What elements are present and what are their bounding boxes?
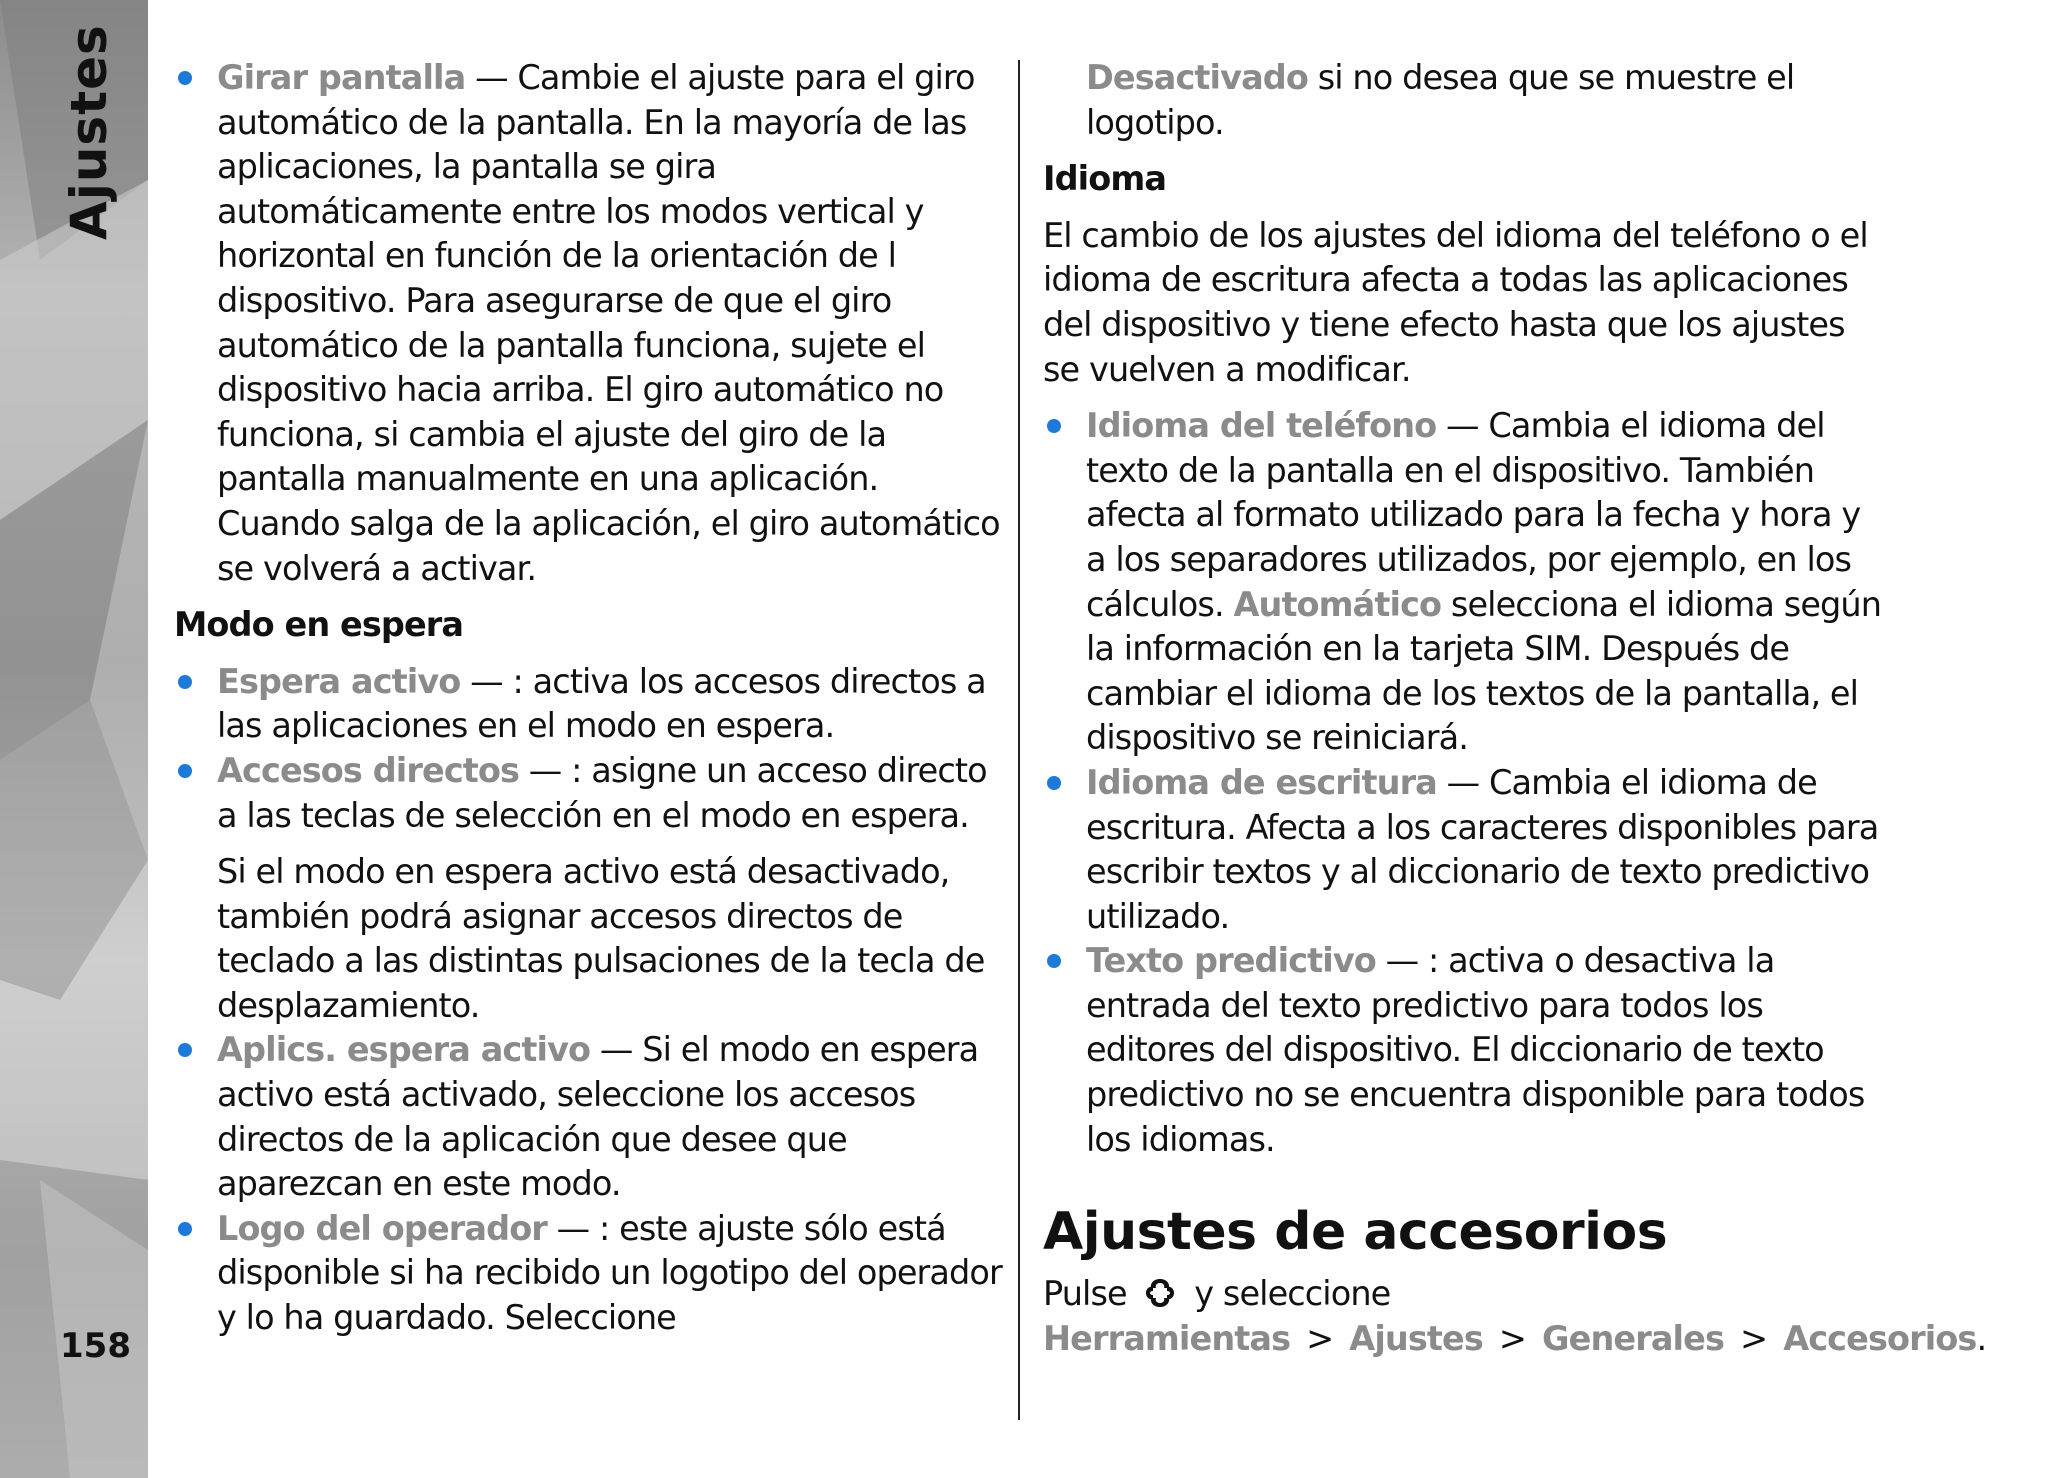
language-intro: El cambio de los ajustes del idioma del teléfono o el idioma de escritura afecta a todas las aplicaciones del dispositivo y tiene efecto hasta que los ajustes se vuelven a modificar. bbox=[1043, 215, 1868, 389]
desc-active-standby: — : activa los accesos directos a las aplicaciones en el modo en espera. bbox=[217, 661, 986, 746]
note-shortcuts: Si el modo en espera activo está desactivado, también podrá asignar accesos directos de teclado a las distintas pulsaciones de la tecla de desplazamiento. bbox=[217, 852, 985, 1025]
menu-path bbox=[1043, 1272, 1987, 1361]
term-operator-logo: Logo del operador bbox=[217, 1208, 547, 1248]
path-step-tools: Herramientas bbox=[1043, 1318, 1291, 1358]
list-item-shortcuts bbox=[174, 749, 1004, 838]
bullet-icon bbox=[178, 1043, 192, 1057]
list-item-operator-logo bbox=[174, 1207, 1004, 1341]
term-standby-apps: Aplics. espera activo bbox=[217, 1030, 591, 1070]
term-phone-language: Idioma del teléfono bbox=[1086, 406, 1437, 446]
term-writing-language: Idioma de escritura bbox=[1086, 762, 1437, 802]
path-separator: > bbox=[1740, 1318, 1768, 1358]
left-column bbox=[174, 56, 1004, 1341]
heading-standby-mode: Modo en espera bbox=[174, 605, 464, 645]
list-item-rotate-screen bbox=[174, 56, 1004, 591]
bullet-icon bbox=[178, 71, 192, 85]
bullet-icon bbox=[178, 764, 192, 778]
heading-accessory-settings: Ajustes de accesorios bbox=[1043, 1202, 1668, 1263]
term-automatic: Automático bbox=[1233, 584, 1442, 624]
desc-rotate-screen: — Cambie el ajuste para el giro automático de la pantalla. En la mayoría de las aplicaciones, la pantalla se gira automáticamente entre los modos vertical y horizontal en función de la orientación de l dispositivo. Para asegurarse de que el giro automático de la pantalla funciona, sujete el dispositivo hacia arriba. El giro automático no funciona, si cambia el ajuste del giro de la pantalla manualmente en una aplicación. Cuando salga de la aplicación, el giro automático se volverá a activar. bbox=[217, 58, 1000, 588]
desc-deactivated: si no desea que se muestre el logotipo. bbox=[1086, 58, 1795, 142]
desc-writing-language: — Cambia el idioma de escritura. Afecta a los caracteres disponibles para escribir textos y al diccionario de texto predictivo utilizado. bbox=[1086, 762, 1879, 936]
bullet-icon bbox=[1047, 419, 1061, 433]
desc-operator-logo: — : este ajuste sólo está disponible si ha recibido un logotipo del operador y lo ha guardado. Seleccione bbox=[217, 1208, 1002, 1338]
list-item-phone-language bbox=[1043, 404, 1883, 761]
term-rotate-screen: Girar pantalla bbox=[217, 58, 466, 97]
path-separator: > bbox=[1306, 1318, 1334, 1358]
desc-standby-apps: — Si el modo en espera activo está activado, seleccione los accesos directos de la aplicación que desee que aparezcan en este modo. bbox=[217, 1030, 979, 1204]
list-item-writing-language bbox=[1043, 761, 1883, 939]
bullet-icon bbox=[1047, 776, 1061, 790]
desc-phone-language-b: selecciona el idioma según la información en la tarjeta SIM. Después de cambiar el idioma de los textos de la pantalla, el dispositivo se reiniciará. bbox=[1086, 584, 1882, 758]
bullet-icon bbox=[178, 1222, 192, 1236]
list-item-standby-apps bbox=[174, 1028, 1004, 1206]
bullet-icon bbox=[178, 675, 192, 689]
menu-key-icon bbox=[1142, 1275, 1178, 1311]
path-select: y seleccione bbox=[1194, 1274, 1391, 1314]
section-tab: Ajustes bbox=[60, 24, 118, 240]
term-active-standby: Espera activo bbox=[217, 661, 461, 701]
desc-shortcuts: — : asigne un acceso directo a las teclas de selección en el modo en espera. bbox=[217, 750, 987, 835]
desc-predictive-text: — : activa o desactiva la entrada del texto predictivo para todos los editores del dispositivo. El diccionario de texto predictivo no se encuentra disponible para todos los idiomas. bbox=[1086, 941, 1865, 1159]
heading-language: Idioma bbox=[1043, 159, 1167, 199]
desc-phone-language-a: — Cambia el idioma del texto de la pantalla en el dispositivo. También afecta al formato utilizado para la fecha y hora y a los separadores utilizados, por ejemplo, en los cálculos. bbox=[1086, 406, 1861, 624]
term-deactivated: Desactivado bbox=[1086, 58, 1308, 97]
list-item-active-standby bbox=[174, 660, 1004, 749]
term-predictive-text: Texto predictivo bbox=[1086, 941, 1376, 981]
path-pulse: Pulse bbox=[1043, 1274, 1127, 1314]
right-column bbox=[1043, 56, 1987, 1361]
path-end: . bbox=[1976, 1318, 1987, 1358]
page-number: 158 bbox=[60, 1326, 131, 1366]
path-separator: > bbox=[1498, 1318, 1527, 1358]
path-step-general: Generales bbox=[1542, 1318, 1725, 1358]
list-item-predictive-text bbox=[1043, 939, 1883, 1162]
operator-logo-continued bbox=[1043, 56, 1883, 145]
bullet-icon bbox=[1047, 954, 1061, 968]
path-step-accessories: Accesorios bbox=[1783, 1318, 1977, 1358]
path-step-settings: Ajustes bbox=[1349, 1318, 1483, 1358]
term-shortcuts: Accesos directos bbox=[217, 750, 520, 790]
column-divider bbox=[1018, 60, 1020, 1420]
